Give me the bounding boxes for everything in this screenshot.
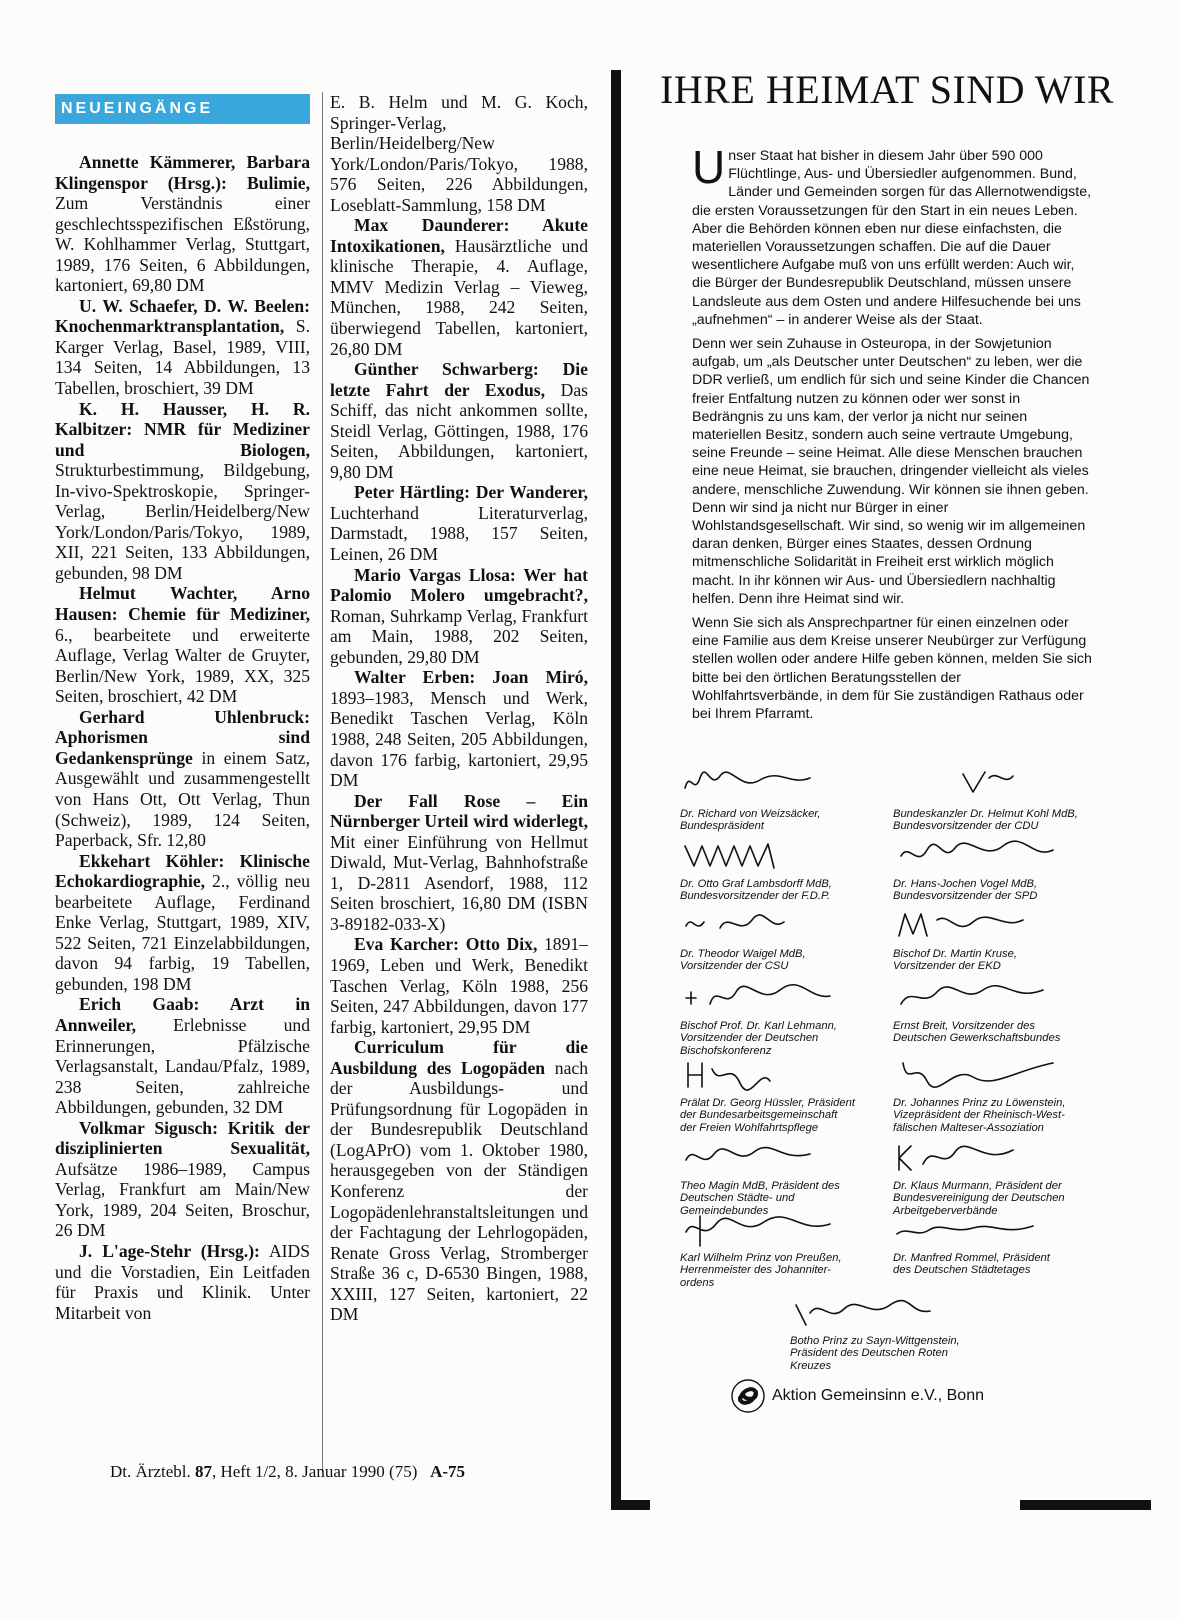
signatory bbox=[893, 1140, 1098, 1217]
signatory-caption: Vorsitzender der CSU bbox=[680, 960, 789, 973]
signatory-caption: Dr. Theodor Waigel MdB, bbox=[680, 948, 806, 960]
book-title: Erich Gaab: Arzt in Annweiler, bbox=[55, 994, 310, 1035]
signatory-caption: Deutschen Städte- und bbox=[680, 1192, 795, 1205]
signatory-caption: Karl Wilhelm Prinz von Preußen, bbox=[680, 1252, 842, 1264]
signatory-caption: Bundeskanzler Dr. Helmut Kohl MdB, bbox=[893, 808, 1078, 820]
signatory bbox=[893, 1057, 1098, 1134]
book-details: 1891–1969, Leben und Werk, Benedikt Taschen Verlag, Köln 1988, 256 Seiten, 247 Abbildungen, davon 177 farbig, kartoniert, 29,95 DM bbox=[330, 934, 588, 1037]
signatory-caption: Theo Magin MdB, Präsident des bbox=[680, 1180, 840, 1192]
book-entry bbox=[55, 583, 310, 706]
signatory-caption: Bischofskonferenz bbox=[680, 1044, 772, 1057]
ad-frame-gap bbox=[650, 1500, 1020, 1510]
book-title: J. L'age-Stehr (Hrsg.): bbox=[79, 1240, 260, 1261]
handwritten-signature bbox=[893, 1140, 1083, 1176]
book-entry bbox=[55, 994, 310, 1117]
book-details: Luchterhand Literaturverlag, Darmstadt, 1988, 157 Seiten, Leinen, 26 DM bbox=[330, 502, 588, 565]
signatory bbox=[893, 838, 1098, 903]
signatory bbox=[893, 768, 1098, 833]
book-title: Ekkehart Köhler: Klinische Echokardiographie, bbox=[55, 850, 310, 892]
signatory-caption: der Freien Wohlfahrtspflege bbox=[680, 1121, 819, 1134]
handwritten-signature bbox=[893, 980, 1083, 1016]
book-entry bbox=[330, 934, 588, 1037]
ad-paragraph: Wenn Sie sich als Ansprechpartner für einen einzelnen oder eine Familie aus dem Kreise unserer Neubürger zur Verfügung stellen wollen oder andere Hilfe geben können, melden Sie sich bitte bei den örtlichen Beratungsstellen der Wohlfahrtsverbände, in dem für Sie zuständigen Rathaus oder bei Ihrem Pfarramt. bbox=[692, 615, 1092, 723]
handwritten-signature bbox=[680, 1057, 870, 1093]
book-entry bbox=[55, 707, 310, 851]
book-entry bbox=[330, 215, 588, 359]
book-entry bbox=[330, 359, 588, 482]
signatory-caption: ordens bbox=[680, 1276, 715, 1289]
signatory-caption: Bischof Dr. Martin Kruse, bbox=[893, 948, 1017, 960]
signatory-caption: Dr. Klaus Murmann, Präsident der bbox=[893, 1180, 1062, 1192]
book-entry bbox=[330, 482, 588, 564]
signatory-caption: Vorsitzender der EKD bbox=[893, 960, 1001, 973]
signatory-caption: Herrenmeister des Johanniter- bbox=[680, 1264, 831, 1277]
book-details: Hausärztliche und klinische Therapie, 4. Auflage, MMV Medizin Verlag – Vieweg, München, 1988, 242 Seiten, überwiegend Tabellen, kartoniert, 26,80 DM bbox=[330, 235, 588, 359]
book-entry bbox=[330, 565, 588, 668]
book-title: Mario Vargas Llosa: Wer hat Palomio Molero umgebracht?, bbox=[330, 564, 588, 606]
handwritten-signature bbox=[680, 838, 870, 874]
aktion-gemeinsinn-logo-icon bbox=[730, 1378, 766, 1414]
handwritten-signature bbox=[790, 1295, 980, 1331]
book-entry bbox=[330, 667, 588, 790]
signatory bbox=[680, 838, 885, 903]
book-list-1 bbox=[55, 152, 310, 1323]
ad-title: IHRE HEIMAT SIND WIR bbox=[660, 67, 1115, 112]
book-entry bbox=[55, 851, 310, 995]
handwritten-signature bbox=[893, 1057, 1083, 1093]
signatory-caption: Bundespräsident bbox=[680, 820, 764, 833]
organization-footer bbox=[730, 1378, 984, 1414]
signatory-caption: Dr. Hans-Jochen Vogel MdB, bbox=[893, 878, 1038, 890]
book-title: Eva Karcher: Otto Dix, bbox=[354, 934, 538, 955]
book-entry bbox=[55, 1118, 310, 1241]
book-entry bbox=[330, 791, 588, 935]
signatory bbox=[680, 908, 885, 973]
book-details: Aufsätze 1986–1989, Campus Verlag, Frankfurt am Main/New York, 1989, 204 Seiten, Broschur, 26 DM bbox=[55, 1158, 310, 1241]
handwritten-signature bbox=[680, 1212, 870, 1248]
signatory-caption: Bundesvorsitzender der F.D.P. bbox=[680, 890, 831, 903]
ad-paragraph: Denn wer sein Zuhause in Osteuropa, in der Sowjetunion aufgab, um „als Deutscher unter Deutschen“ zu leben, wer die DDR verließ, um endlich für sich und seine Kinder die Chancen freier Entfaltung nutzen zu können oder wer sonst in Bedrängnis zu uns kam, der verlor ja nicht nur seinen materiellen Besitz, sondern auch seine vertraute Umgebung, seine Freunde – seine Heimat. Alle diese Menschen brauchen eine neue Heimat, sie brauchen, dringender vielleicht als vieles andere, menschliche Zuwendung. Wir können sie ihnen geben. Denn wir sind ja nicht nur Bürger in einer Wohlstandsgesellschaft. Wir sind, so wenig wir im allgemeinen daran denken, Bürger eines Staates, dessen Ordnung mitmenschliche Solidarität in Freiheit erst wirklich möglich macht. In ihr können wir Aus- und Übersiedlern nachhaltig helfen. Denn ihre Heimat sind wir. bbox=[692, 336, 1090, 607]
signatory-caption: Dr. Otto Graf Lambsdorff MdB, bbox=[680, 878, 832, 890]
book-title: Annette Kämmerer, Barbara Klingenspor (Hrsg.): Bulimie, bbox=[55, 152, 310, 193]
book-title: U. W. Schaefer, D. W. Beelen: Knochenmarktransplantation, bbox=[55, 295, 310, 337]
signatory-caption: Vorsitzender der Deutschen bbox=[680, 1032, 819, 1045]
signatory bbox=[680, 980, 885, 1057]
signatory-caption: Ernst Breit, Vorsitzender des bbox=[893, 1020, 1035, 1032]
handwritten-signature bbox=[893, 908, 1083, 944]
book-details: 1893–1983, Mensch und Werk, Benedikt Taschen Verlag, Köln 1988, 248 Seiten, 205 Abbildungen, davon 176 farbig, kartoniert, 29,95 DM bbox=[330, 687, 588, 791]
signatory bbox=[680, 768, 885, 833]
handwritten-signature bbox=[893, 838, 1083, 874]
ad-paragraph: Unser Staat hat bisher in diesem Jahr über 590 000 Flüchtlinge, Aus- und Übersiedler aufgenommen. Bund, Länder und Gemeinden sorgen für das Allernotwendigste, die ersten Voraussetzungen für den Start in ein neues Leben. Aber die Behörden können eben nur diese einfachsten, die materiellen Voraussetzungen schaffen. Die auf die Dauer wesentlichere Aufgabe muß von uns erfüllt werden: Auch wir, die Bürger der Bundesrepublik Deutschland, müssen unsere Landsleute aus dem Osten und andere Hilfesuchende bei uns „aufnehmen“ – in anderer Weise als der Staat. bbox=[692, 141, 1092, 328]
book-entry bbox=[55, 399, 310, 584]
signatory bbox=[680, 1212, 885, 1289]
signatory bbox=[893, 980, 1098, 1045]
book-title: Günther Schwarberg: Die letzte Fahrt der Exodus, bbox=[330, 359, 588, 400]
signatory-caption: Bundesvereinigung der Deutschen bbox=[893, 1192, 1065, 1205]
book-entry bbox=[55, 1241, 310, 1323]
book-title: Walter Erben: Joan Miró, bbox=[354, 667, 588, 688]
handwritten-signature bbox=[893, 1212, 1083, 1248]
section-label: NEUEINGÄNGE bbox=[55, 94, 310, 124]
book-details: 2., völlig neu bearbeitete Auflage, Ferdinand Enke Verlag, Stuttgart, 1989, XIV, 522 Seiten, 721 Einzelabbildungen, davon 94 farbig, 19 Tabellen, gebunden, 198 DM bbox=[55, 871, 310, 994]
book-entry bbox=[330, 1037, 588, 1325]
book-entry bbox=[330, 92, 588, 215]
ad-body bbox=[692, 141, 1092, 729]
book-title: Gerhard Uhlenbruck: Aphorismen sind Gedankensprünge bbox=[55, 706, 310, 768]
dropcap: U bbox=[692, 141, 726, 193]
signatory-caption: Botho Prinz zu Sayn-Wittgenstein, bbox=[790, 1335, 960, 1347]
book-details: Das Schiff, das nicht ankommen sollte, Steidl Verlag, Göttingen, 1988, 176 Seiten, Abbildungen, kartoniert, 9,80 DM bbox=[330, 379, 589, 482]
book-details: Roman, Suhrkamp Verlag, Frankfurt am Main, 1988, 202 Seiten, gebunden, 29,80 DM bbox=[330, 605, 588, 667]
signatory-caption: fälischen Malteser-Assoziation bbox=[893, 1121, 1044, 1134]
signatory-caption: Bundesvorsitzender der CDU bbox=[893, 820, 1039, 833]
book-details: S. Karger Verlag, Basel, 1989, VIII, 134 Seiten, 14 Abbildungen, 13 Tabellen, broschiert, 39 DM bbox=[55, 316, 310, 399]
signatory bbox=[790, 1295, 995, 1372]
signatory-caption: Bischof Prof. Dr. Karl Lehmann, bbox=[680, 1020, 837, 1032]
signatory-caption: Dr. Richard von Weizsäcker, bbox=[680, 808, 821, 820]
signatory-caption: Präsident des Deutschen Roten bbox=[790, 1347, 948, 1360]
signatory-caption: Gemeindebundes bbox=[680, 1204, 769, 1217]
signatory-caption: Vizepräsident der Rheinisch-West- bbox=[893, 1109, 1065, 1122]
book-details: E. B. Helm und M. G. Koch, Springer-Verlag, Berlin/Heidelberg/New York/London/Paris/Tokyo, 1988, 576 Seiten, 226 Abbildungen, Loseblatt-Sammlung, 158 DM bbox=[330, 92, 588, 215]
book-column-2 bbox=[330, 92, 588, 1325]
book-title: Helmut Wachter, Arno Hausen: Chemie für Mediziner, bbox=[55, 583, 310, 625]
book-list-2 bbox=[330, 92, 588, 1325]
signatory-caption: Dr. Manfred Rommel, Präsident bbox=[893, 1252, 1050, 1264]
book-details: nach der Ausbildungs- und Prüfungsordnung für Logopäden in der Bundesrepublik Deutschland (LogAPrO) vom 1. Oktober 1980, herausgegeben von der Ständigen Konferenz der Logopädenlehranstaltsleitungen und der Fachtagung der Lehrlogopäden, Renate Gross Verlag, Stromberger Straße 36 c, D-6530 Bingen, 1988, XXIII, 127 Seiten, kartoniert, 22 DM bbox=[330, 1057, 588, 1325]
signatory bbox=[680, 1140, 885, 1217]
book-title: Volkmar Sigusch: Kritik der disziplinierten Sexualität, bbox=[55, 1117, 310, 1159]
book-title: Der Fall Rose – Ein Nürnberger Urteil wird widerlegt, bbox=[330, 790, 588, 832]
signatory-caption: Prälat Dr. Georg Hüssler, Präsident bbox=[680, 1097, 855, 1109]
signatory-caption: Deutschen Gewerkschaftsbundes bbox=[893, 1032, 1061, 1045]
signatory-caption: Arbeitgeberverbände bbox=[893, 1204, 998, 1217]
signatory-caption: des Deutschen Städtetages bbox=[893, 1264, 1031, 1277]
signatory-caption: Kreuzes bbox=[790, 1359, 832, 1372]
signatory-caption: Dr. Johannes Prinz zu Löwenstein, bbox=[893, 1097, 1066, 1109]
signatory-caption: Bundesvorsitzender der SPD bbox=[893, 890, 1038, 903]
signatory bbox=[680, 1057, 885, 1134]
handwritten-signature bbox=[893, 768, 1083, 804]
book-title: Curriculum für die Ausbildung des Logopäden bbox=[330, 1037, 588, 1078]
book-details: Mit einer Einführung von Hellmut Diwald, Mut-Verlag, Bahnhofstraße 1, D-2811 Asendorf, 1988, 112 Seiten broschiert, 16,80 DM (ISBN 3-89182-033-X) bbox=[330, 831, 588, 934]
book-details: Erlebnisse und Erinnerungen, Pfälzische Verlagsanstalt, Landau/Pfalz, 1989, 238 Seiten, zahlreiche Abbildungen, gebunden, 32 DM bbox=[55, 1014, 310, 1118]
book-details: Zum Verständnis einer geschlechtsspezifischen Eßstörung, W. Kohlhammer Verlag, Stuttgart, 1989, 176 Seiten, 6 Abbildungen, kartoniert, 69,80 DM bbox=[55, 193, 310, 296]
book-title: K. H. Hausser, H. R. Kalbitzer: NMR für Mediziner und Biologen, bbox=[55, 398, 310, 460]
book-details: Strukturbestimmung, Bildgebung, In-vivo-Spektroskopie, Springer-Verlag, Berlin/Heidelberg/New York/London/Paris/Tokyo, 1989, XII, 221 Seiten, 133 Abbildungen, gebunden, 98 DM bbox=[55, 460, 310, 583]
organization-name: Aktion Gemeinsinn e.V., Bonn bbox=[772, 1387, 984, 1404]
book-title: Max Daunderer: Akute Intoxikationen, bbox=[330, 215, 588, 256]
signatory bbox=[893, 1212, 1098, 1277]
book-column-1 bbox=[55, 92, 310, 1323]
page-footer: Dt. Ärztebl. 87, Heft 1/2, 8. Januar 1990 (75) A-75 bbox=[110, 1462, 466, 1481]
handwritten-signature bbox=[680, 980, 870, 1016]
handwritten-signature bbox=[680, 908, 870, 944]
handwritten-signature bbox=[680, 1140, 870, 1176]
book-title: Peter Härtling: Der Wanderer, bbox=[354, 482, 588, 503]
book-details: 6., bearbeitete und erweiterte Auflage, Verlag Walter de Gruyter, Berlin/New York, 1989, XX, 325 Seiten, broschiert, 42 DM bbox=[55, 624, 310, 707]
book-entry bbox=[55, 152, 310, 296]
signatory-caption: der Bundesarbeitsgemeinschaft bbox=[680, 1109, 838, 1122]
ad-frame-left bbox=[611, 70, 621, 1510]
book-details: AIDS und die Vorstadien, Ein Leitfaden für Praxis und Klinik. Unter Mitarbeit von bbox=[55, 1240, 311, 1323]
column-divider bbox=[322, 92, 323, 1472]
signatory bbox=[893, 908, 1098, 973]
handwritten-signature bbox=[680, 768, 870, 804]
book-details: in einem Satz, Ausgewählt und zusammengestellt von Hans Ott, Ott Verlag, Thun (Schweiz), 1989, 124 Seiten, Paperback, Sfr. 12,80 bbox=[55, 747, 310, 851]
page-number: A-75 bbox=[430, 1462, 466, 1481]
book-entry bbox=[55, 296, 310, 399]
